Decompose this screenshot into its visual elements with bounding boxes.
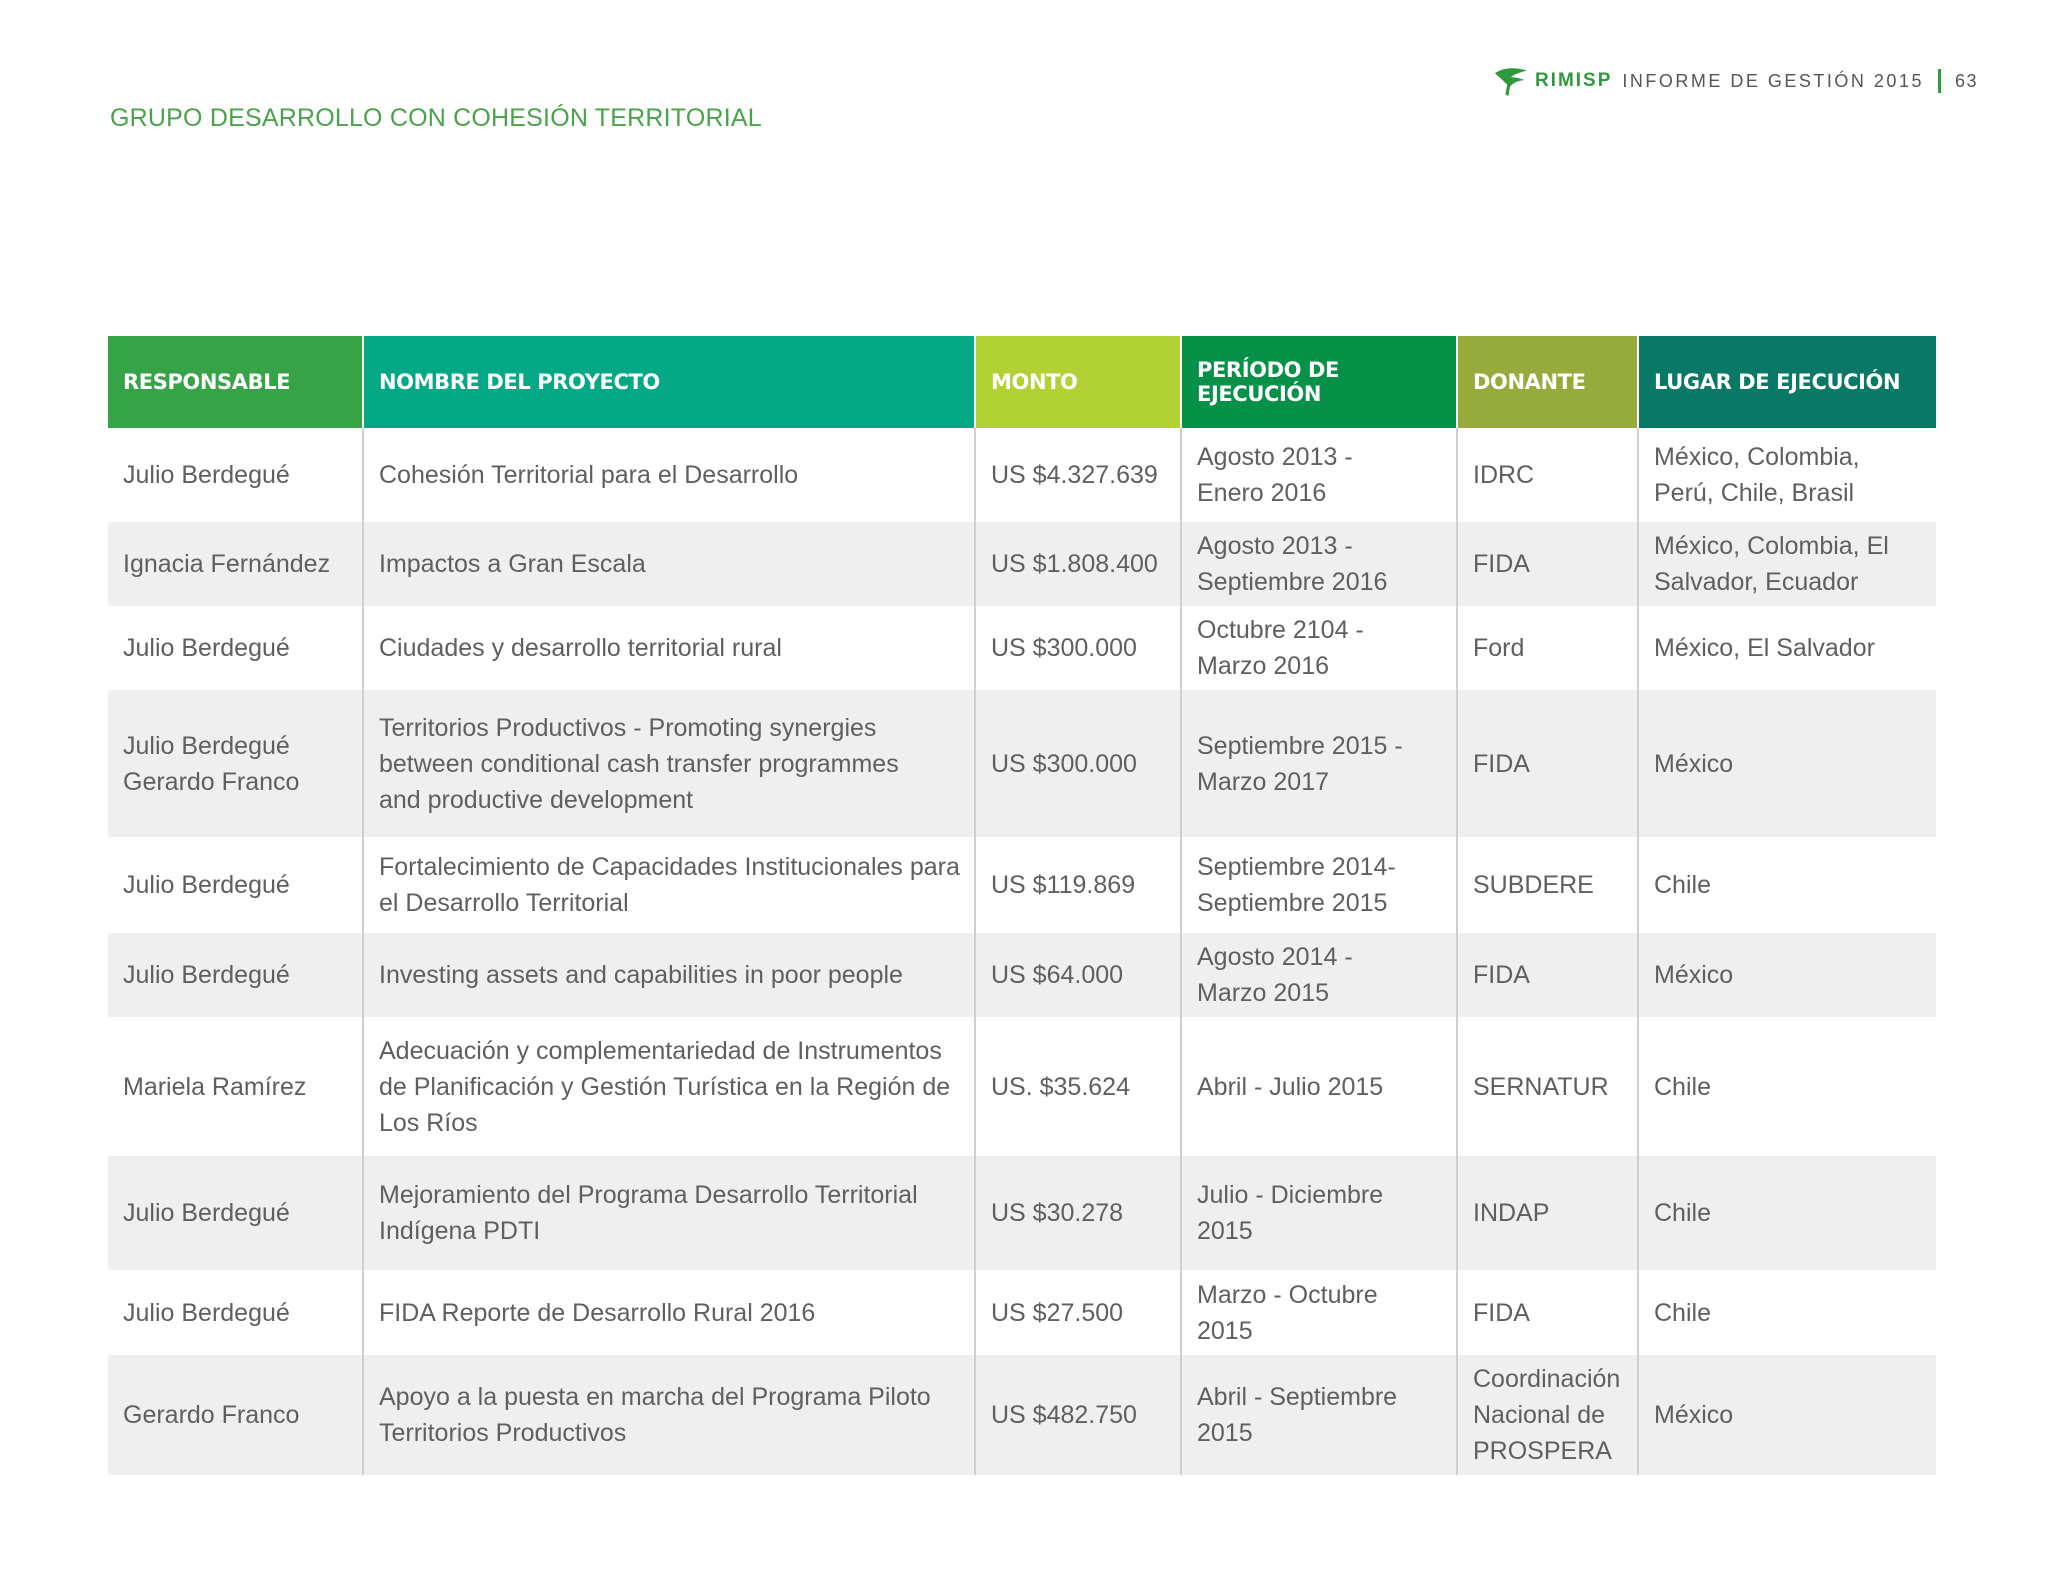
cell-monto: US $27.500 [975,1270,1181,1355]
cell-monto: US $300.000 [975,690,1181,837]
cell-periodo: Septiembre 2015 - Marzo 2017 [1181,690,1457,837]
cell-monto: US $64.000 [975,933,1181,1017]
cell-donante: FIDA [1457,522,1638,606]
cell-periodo: Agosto 2014 - Marzo 2015 [1181,933,1457,1017]
cell-periodo: Abril - Septiembre 2015 [1181,1355,1457,1475]
column-header-monto: MONTO [975,336,1181,428]
table-row [108,690,1936,837]
cell-donante: Coordinación Nacional de PROSPERA [1457,1355,1638,1475]
cell-lugar: Chile [1638,837,1936,933]
cell-responsable: Julio Berdegué [108,1156,363,1270]
projects-table [108,336,1936,1475]
logo-text: RIMISP [1534,70,1613,91]
cell-proyecto: Apoyo a la puesta en marcha del Programa Piloto Territorios Productivos [363,1355,975,1475]
cell-responsable: Julio Berdegué Gerardo Franco [108,690,363,837]
cell-periodo: Julio - Diciembre 2015 [1181,1156,1457,1270]
cell-proyecto: Impactos a Gran Escala [363,522,975,606]
cell-lugar: México [1638,1355,1936,1475]
cell-lugar: Chile [1638,1270,1936,1355]
cell-lugar: México [1638,690,1936,837]
cell-proyecto: Adecuación y complementariedad de Instrumentos de Planificación y Gestión Turística en la Región de Los Ríos [363,1017,975,1156]
table-row [108,837,1936,933]
cell-lugar: México [1638,933,1936,1017]
cell-responsable: Julio Berdegué [108,1270,363,1355]
cell-donante: IDRC [1457,428,1638,522]
cell-monto: US $300.000 [975,606,1181,690]
table-row [108,1156,1936,1270]
table-row [108,606,1936,690]
table-row [108,933,1936,1017]
cell-periodo: Abril - Julio 2015 [1181,1017,1457,1156]
column-header-responsable: RESPONSABLE [108,336,363,428]
cell-periodo: Septiembre 2014- Septiembre 2015 [1181,837,1457,933]
table-row [108,1270,1936,1355]
cell-monto: US. $35.624 [975,1017,1181,1156]
column-header-donante: DONANTE [1457,336,1638,428]
table-header-row [108,336,1936,428]
cell-monto: US $119.869 [975,837,1181,933]
table-row [108,522,1936,606]
cell-proyecto: Territorios Productivos - Promoting synergies between conditional cash transfer programmes and productive development [363,690,975,837]
section-title: GRUPO DESARROLLO CON COHESIÓN TERRITORIAL [110,104,762,132]
table-row [108,1355,1936,1475]
cell-proyecto: Cohesión Territorial para el Desarrollo [363,428,975,522]
page-number: 63 [1954,70,1978,91]
cell-monto: US $482.750 [975,1355,1181,1475]
cell-periodo: Agosto 2013 - Septiembre 2016 [1181,522,1457,606]
cell-donante: FIDA [1457,690,1638,837]
header-divider [1938,69,1941,93]
cell-proyecto: Fortalecimiento de Capacidades Institucionales para el Desarrollo Territorial [363,837,975,933]
cell-responsable: Julio Berdegué [108,933,363,1017]
column-header-periodo-de-ejecucion: PERÍODO DE EJECUCIÓN [1181,336,1457,428]
table-row [108,1017,1936,1156]
cell-lugar: México, Colombia, Perú, Chile, Brasil [1638,428,1936,522]
column-header-lugar-de-ejecucion: LUGAR DE EJECUCIÓN [1638,336,1936,428]
column-header-nombre-del-proyecto: NOMBRE DEL PROYECTO [363,336,975,428]
cell-periodo: Agosto 2013 - Enero 2016 [1181,428,1457,522]
cell-proyecto: Mejoramiento del Programa Desarrollo Territorial Indígena PDTI [363,1156,975,1270]
cell-donante: INDAP [1457,1156,1638,1270]
cell-monto: US $1.808.400 [975,522,1181,606]
cell-lugar: México, Colombia, El Salvador, Ecuador [1638,522,1936,606]
cell-donante: FIDA [1457,933,1638,1017]
cell-monto: US $4.327.639 [975,428,1181,522]
cell-donante: FIDA [1457,1270,1638,1355]
cell-responsable: Julio Berdegué [108,428,363,522]
cell-periodo: Marzo - Octubre 2015 [1181,1270,1457,1355]
cell-responsable: Ignacia Fernández [108,522,363,606]
table-row [108,428,1936,522]
cell-lugar: Chile [1638,1017,1936,1156]
cell-periodo: Octubre 2104 - Marzo 2016 [1181,606,1457,690]
cell-responsable: Julio Berdegué [108,837,363,933]
cell-donante: Ford [1457,606,1638,690]
cell-proyecto: FIDA Reporte de Desarrollo Rural 2016 [363,1270,975,1355]
report-header [1493,62,1978,100]
cell-lugar: México, El Salvador [1638,606,1936,690]
cell-responsable: Gerardo Franco [108,1355,363,1475]
cell-donante: SERNATUR [1457,1017,1638,1156]
cell-monto: US $30.278 [975,1156,1181,1270]
cell-donante: SUBDERE [1457,837,1638,933]
report-title: INFORME DE GESTIÓN 2015 [1622,70,1924,91]
rimisp-bird-logo-icon [1493,62,1531,100]
cell-responsable: Julio Berdegué [108,606,363,690]
cell-proyecto: Investing assets and capabilities in poor people [363,933,975,1017]
cell-responsable: Mariela Ramírez [108,1017,363,1156]
cell-lugar: Chile [1638,1156,1936,1270]
cell-proyecto: Ciudades y desarrollo territorial rural [363,606,975,690]
